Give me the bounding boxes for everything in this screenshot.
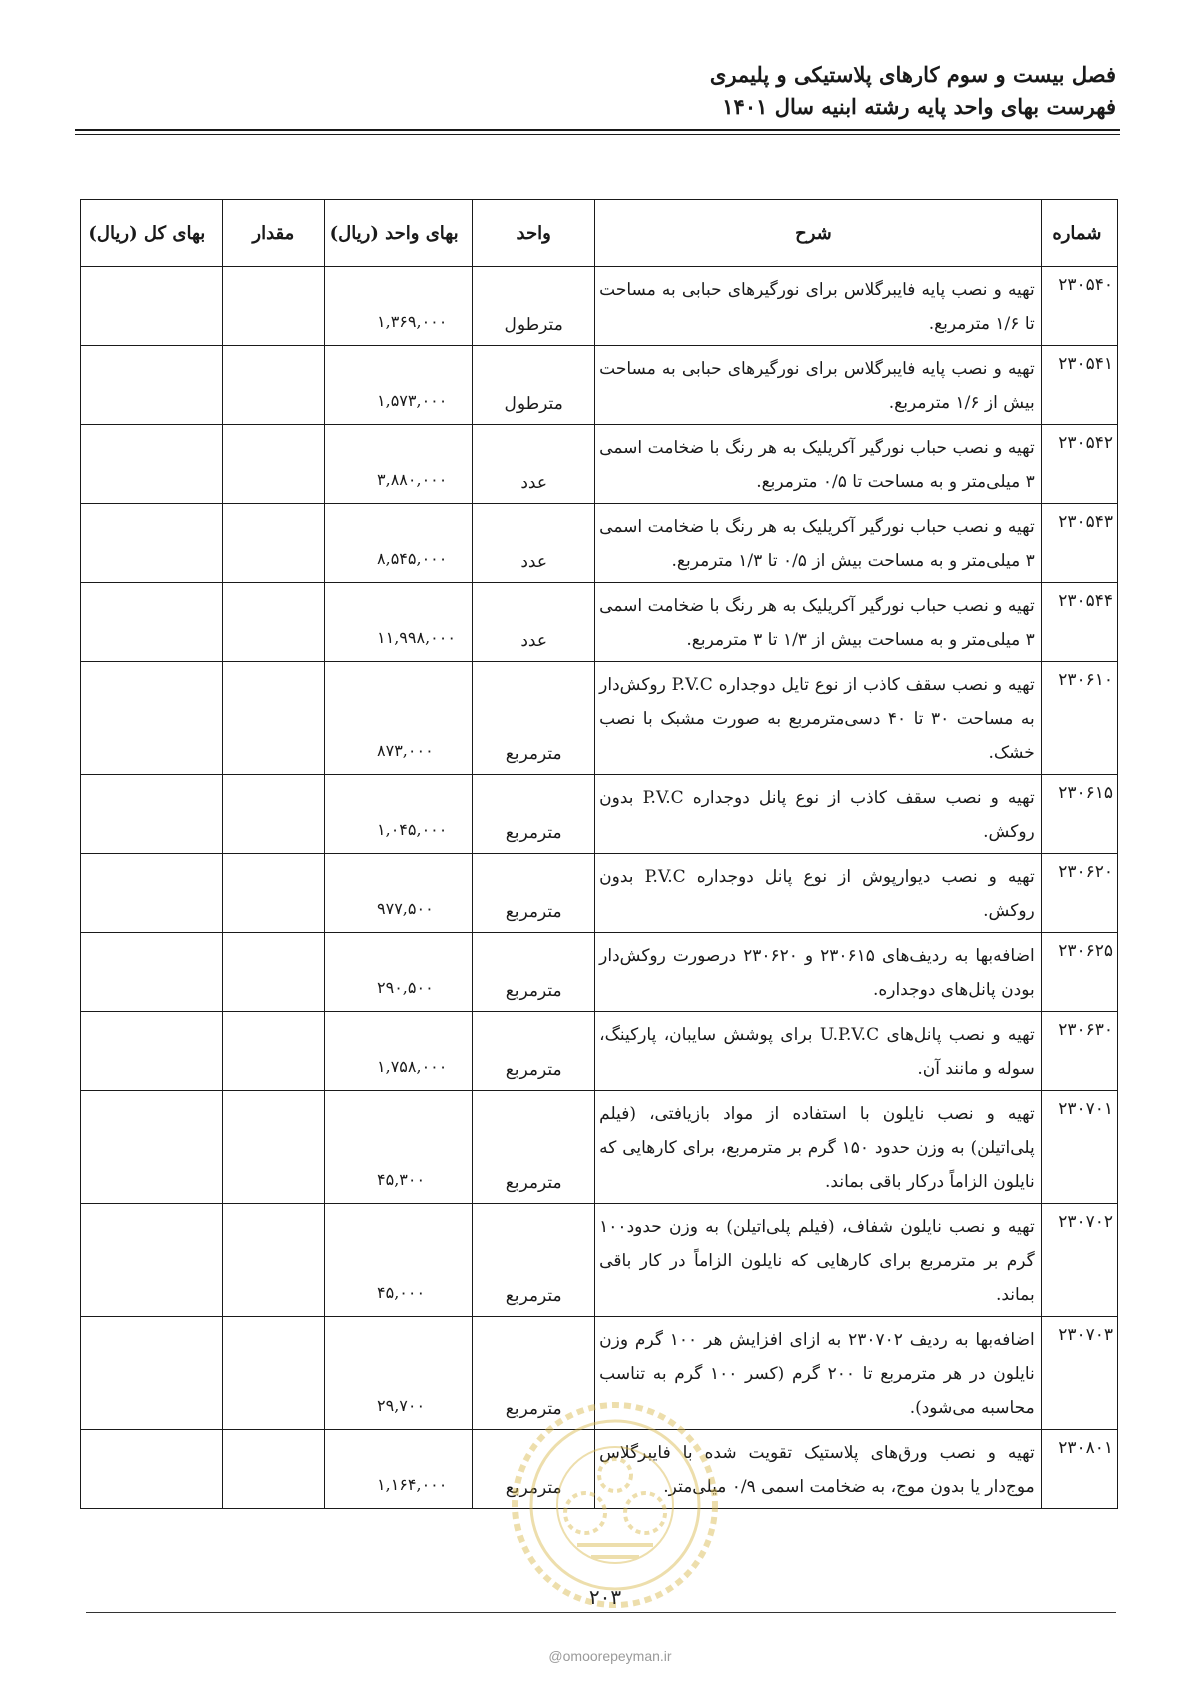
table-row — [81, 854, 1118, 933]
item-unit-price: ۲۹۰,۵۰۰ — [325, 933, 473, 1012]
footer-rule — [86, 1612, 1116, 1613]
table-row — [81, 933, 1118, 1012]
item-unit-price: ۸,۵۴۵,۰۰۰ — [325, 504, 473, 583]
item-unit-price: ۱,۰۴۵,۰۰۰ — [325, 775, 473, 854]
watermark-url: @omoorepeyman.ir — [548, 1648, 672, 1664]
header-total-price: بهای کل (ریال) — [81, 200, 223, 267]
item-number: ۲۳۰۶۳۰ — [1041, 1012, 1117, 1091]
item-number: ۲۳۰۵۴۳ — [1041, 504, 1117, 583]
item-description: اضافه‌بها به ردیف‌های ۲۳۰۶۱۵ و ۲۳۰۶۲۰ درصورت روکش‌دار بودن پانل‌های دوجداره. — [595, 933, 1042, 1012]
item-number: ۲۳۰۷۰۳ — [1041, 1317, 1117, 1430]
item-unit-price: ۱,۵۷۳,۰۰۰ — [325, 346, 473, 425]
item-quantity — [222, 1430, 324, 1509]
item-quantity — [222, 1091, 324, 1204]
header-rule-thick — [75, 129, 1120, 131]
page-number: ۲۰۳ — [588, 1585, 622, 1609]
price-list-table — [80, 199, 1118, 1509]
item-total-price — [81, 267, 223, 346]
item-quantity — [222, 775, 324, 854]
item-number: ۲۳۰۷۰۱ — [1041, 1091, 1117, 1204]
item-number: ۲۳۰۸۰۱ — [1041, 1430, 1117, 1509]
item-description: تهیه و نصب حباب نورگیر آکریلیک به هر رنگ با ضخامت اسمی ۳ میلی‌متر و به مساحت بیش از ۱/۳ تا ۳ مترمربع. — [595, 583, 1042, 662]
item-quantity — [222, 267, 324, 346]
item-total-price — [81, 1430, 223, 1509]
item-number: ۲۳۰۵۴۴ — [1041, 583, 1117, 662]
item-unit: مترمربع — [473, 662, 595, 775]
list-title: فهرست بهای واحد پایه رشته ابنیه سال ۱۴۰۱ — [722, 94, 1116, 119]
header-number: شماره — [1041, 200, 1117, 267]
item-total-price — [81, 1317, 223, 1430]
item-total-price — [81, 1012, 223, 1091]
item-description: تهیه و نصب پانل‌های U.P.V.C برای پوشش سایبان، پارکینگ، سوله و مانند آن. — [595, 1012, 1042, 1091]
item-quantity — [222, 933, 324, 1012]
item-total-price — [81, 1204, 223, 1317]
item-description: تهیه و نصب پایه فایبرگلاس برای نورگیرهای حبابی به مساحت بیش از ۱/۶ مترمربع. — [595, 346, 1042, 425]
item-unit-price: ۱,۳۶۹,۰۰۰ — [325, 267, 473, 346]
item-unit-price: ۲۹,۷۰۰ — [325, 1317, 473, 1430]
item-unit-price: ۴۵,۳۰۰ — [325, 1091, 473, 1204]
table-row — [81, 267, 1118, 346]
item-unit: مترطول — [473, 346, 595, 425]
item-unit: مترمربع — [473, 933, 595, 1012]
header-unit: واحد — [473, 200, 595, 267]
table-row — [81, 346, 1118, 425]
table-row — [81, 1012, 1118, 1091]
header-rule-thin — [75, 134, 1120, 135]
table-row — [81, 1091, 1118, 1204]
item-quantity — [222, 583, 324, 662]
item-unit: مترمربع — [473, 1430, 595, 1509]
item-description: تهیه و نصب نایلون شفاف، (فیلم پلی‌اتیلن) به وزن حدود۱۰۰ گرم بر مترمربع برای کارهایی که نایلون الزاماً در کار باقی بماند. — [595, 1204, 1042, 1317]
item-number: ۲۳۰۵۴۰ — [1041, 267, 1117, 346]
item-unit: مترطول — [473, 267, 595, 346]
item-description: اضافه‌بها به ردیف ۲۳۰۷۰۲ به ازای افزایش هر ۱۰۰ گرم وزن نایلون در هر مترمربع تا ۲۰۰ گرم (کسر ۱۰۰ گرم به تناسب محاسبه می‌شود). — [595, 1317, 1042, 1430]
table-row — [81, 662, 1118, 775]
item-unit-price: ۴۵,۰۰۰ — [325, 1204, 473, 1317]
item-quantity — [222, 854, 324, 933]
item-number: ۲۳۰۵۴۱ — [1041, 346, 1117, 425]
item-number: ۲۳۰۶۱۰ — [1041, 662, 1117, 775]
item-unit-price: ۹۷۷,۵۰۰ — [325, 854, 473, 933]
item-unit-price: ۱۱,۹۹۸,۰۰۰ — [325, 583, 473, 662]
item-quantity — [222, 1012, 324, 1091]
item-total-price — [81, 583, 223, 662]
item-unit: مترمربع — [473, 1204, 595, 1317]
item-quantity — [222, 662, 324, 775]
table-row — [81, 425, 1118, 504]
item-number: ۲۳۰۶۲۰ — [1041, 854, 1117, 933]
item-number: ۲۳۰۶۱۵ — [1041, 775, 1117, 854]
page-header — [66, 58, 1116, 122]
table-row — [81, 775, 1118, 854]
table-row — [81, 1204, 1118, 1317]
item-unit-price: ۱,۱۶۴,۰۰۰ — [325, 1430, 473, 1509]
item-description: تهیه و نصب دیوارپوش از نوع پانل دوجداره P.V.C بدون روکش. — [595, 854, 1042, 933]
item-description: تهیه و نصب حباب نورگیر آکریلیک به هر رنگ با ضخامت اسمی ۳ میلی‌متر و به مساحت تا ۰/۵ مترمربع. — [595, 425, 1042, 504]
item-description: تهیه و نصب پایه فایبرگلاس برای نورگیرهای حبابی به مساحت تا ۱/۶ مترمربع. — [595, 267, 1042, 346]
chapter-title: فصل بیست و سوم کارهای پلاستیکی و پلیمری — [709, 62, 1116, 87]
item-unit: عدد — [473, 504, 595, 583]
header-quantity: مقدار — [222, 200, 324, 267]
item-description: تهیه و نصب سقف کاذب از نوع پانل دوجداره P.V.C بدون روکش. — [595, 775, 1042, 854]
item-unit: مترمربع — [473, 1317, 595, 1430]
item-total-price — [81, 1091, 223, 1204]
item-total-price — [81, 775, 223, 854]
item-quantity — [222, 1317, 324, 1430]
item-total-price — [81, 933, 223, 1012]
item-total-price — [81, 662, 223, 775]
item-quantity — [222, 425, 324, 504]
item-unit: عدد — [473, 425, 595, 504]
item-description: تهیه و نصب ورق‌های پلاستیک تقویت شده با فایبرگلاس موج‌دار یا بدون موج، به ضخامت اسمی ۰/۹ میلی‌متر. — [595, 1430, 1042, 1509]
item-unit-price: ۸۷۳,۰۰۰ — [325, 662, 473, 775]
item-description: تهیه و نصب حباب نورگیر آکریلیک به هر رنگ با ضخامت اسمی ۳ میلی‌متر و به مساحت بیش از ۰/۵ تا ۱/۳ مترمربع. — [595, 504, 1042, 583]
publisher-seal — [505, 1395, 725, 1615]
item-unit: مترمربع — [473, 1012, 595, 1091]
item-unit: مترمربع — [473, 854, 595, 933]
item-number: ۲۳۰۷۰۲ — [1041, 1204, 1117, 1317]
item-number: ۲۳۰۶۲۵ — [1041, 933, 1117, 1012]
item-quantity — [222, 1204, 324, 1317]
item-unit-price: ۳,۸۸۰,۰۰۰ — [325, 425, 473, 504]
item-unit: مترمربع — [473, 775, 595, 854]
item-total-price — [81, 504, 223, 583]
header-description: شرح — [595, 200, 1042, 267]
table-row — [81, 504, 1118, 583]
item-quantity — [222, 346, 324, 425]
item-description: تهیه و نصب سقف کاذب از نوع تایل دوجداره P.V.C روکش‌دار به مساحت ۳۰ تا ۴۰ دسی‌مترمربع به صورت مشبک با نصب خشک. — [595, 662, 1042, 775]
table-header-row — [81, 200, 1118, 267]
header-unit-price: بهای واحد (ریال) — [325, 200, 473, 267]
item-total-price — [81, 854, 223, 933]
item-unit: عدد — [473, 583, 595, 662]
item-unit: مترمربع — [473, 1091, 595, 1204]
item-unit-price: ۱,۷۵۸,۰۰۰ — [325, 1012, 473, 1091]
item-total-price — [81, 425, 223, 504]
item-description: تهیه و نصب نایلون با استفاده از مواد بازیافتی، (فیلم پلی‌اتیلن) به وزن حدود ۱۵۰ گرم بر مترمربع، برای کارهایی که نایلون الزاماً درکار باقی بماند. — [595, 1091, 1042, 1204]
item-number: ۲۳۰۵۴۲ — [1041, 425, 1117, 504]
item-quantity — [222, 504, 324, 583]
item-total-price — [81, 346, 223, 425]
table-row — [81, 583, 1118, 662]
